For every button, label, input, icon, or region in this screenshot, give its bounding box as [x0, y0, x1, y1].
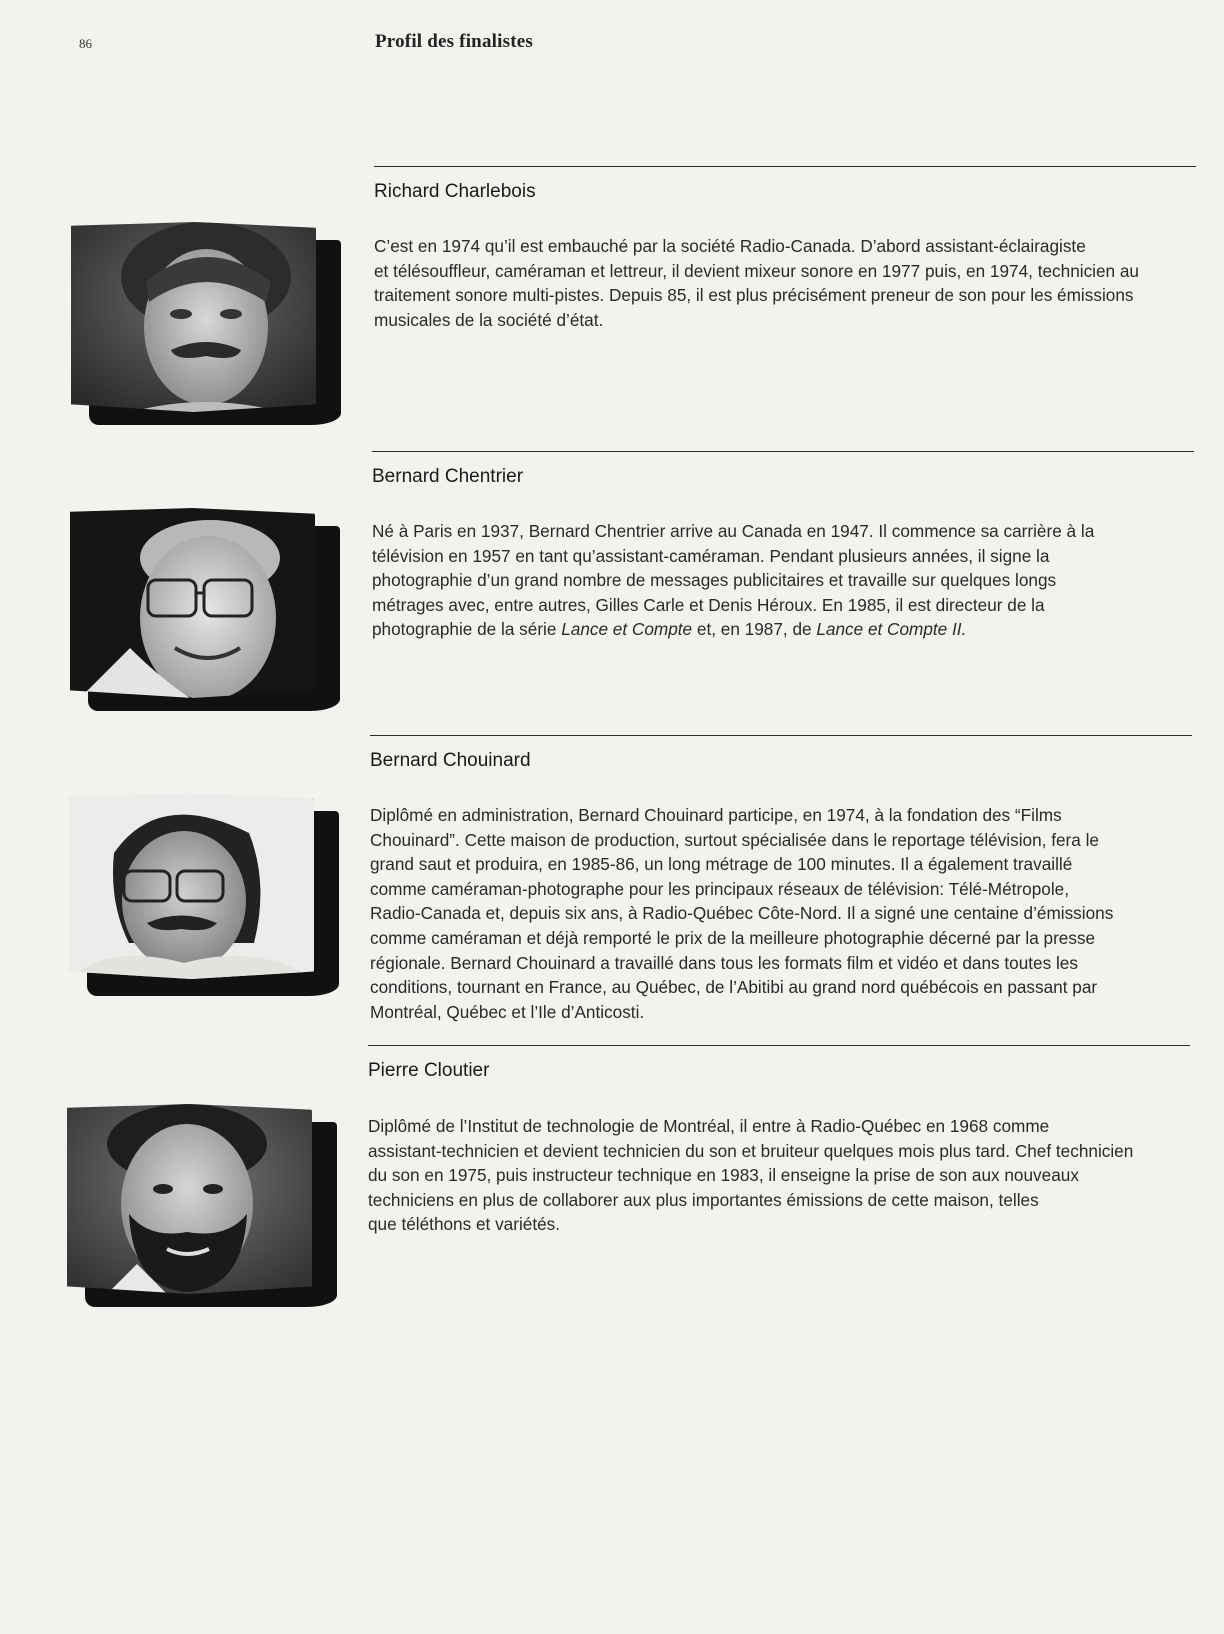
section-divider: [372, 451, 1194, 452]
bio-line: C’est en 1974 qu’il est embauché par la société Radio-Canada. D’abord assistant-éclairagiste: [374, 236, 1086, 256]
bio-line: photographie d’un grand nombre de messages publicitaires et travaille sur quelques longs: [372, 570, 1057, 591]
bio-line: Né à Paris en 1937, Bernard Chentrier arrive au Canada en 1947. Il commence sa carrière à la: [372, 521, 1095, 541]
bio-line: du son en 1975, puis instructeur technique en 1983, il enseigne la prise de son aux nouveaux: [368, 1165, 1079, 1186]
bio-line: métrages avec, entre autres, Gilles Carle et Denis Héroux. En 1985, il est directeur de la: [372, 594, 1045, 615]
bio-line: traitement sonore multi-pistes. Depuis 85, il est plus précisément preneur de son pour les émissions: [374, 285, 1134, 306]
section-divider: [374, 166, 1196, 167]
bio-line: assistant-technicien et devient technicien du son et bruiteur quelques mois plus tard. Chef technicien: [368, 1140, 1134, 1161]
section-divider: [368, 1045, 1190, 1046]
series-title: Lance et Compte II.: [816, 619, 967, 640]
bio-line: Chouinard”. Cette maison de production, surtout spécialisée dans le reportage télévision, fera le: [370, 829, 1099, 850]
portrait-glasses-man-icon: [70, 508, 315, 698]
bio-line: comme caméraman-photographe pour les principaux réseaux de télévision: Télé-Métropole,: [370, 878, 1070, 899]
bio-line: conditions, tournant en France, au Québec, de l’Abitibi au grand nord québécois en passant par: [370, 977, 1098, 998]
profile-name: Pierre Cloutier: [368, 1060, 490, 1081]
profile-bio: [368, 1114, 1133, 1237]
bio-line: [372, 617, 1094, 642]
bio-line: Montréal, Québec et l’Ile d’Anticosti.: [370, 1001, 645, 1022]
bio-line: musicales de la société d’état.: [374, 309, 604, 330]
bio-line: techniciens en plus de collaborer aux plus importantes émissions de cette maison, telles: [368, 1189, 1039, 1210]
portrait-image: [67, 1104, 312, 1294]
bio-text: et, en 1987, de: [692, 619, 817, 640]
section-divider: [370, 735, 1192, 736]
series-title: Lance et Compte: [561, 619, 693, 640]
bio-line: que téléthons et variétés.: [368, 1214, 561, 1235]
portrait-glasses-mustache-man-icon: [69, 793, 314, 979]
bio-line: et télésouffleur, caméraman et lettreur, il devient mixeur sonore en 1977 puis, en 1974, technicien au: [374, 260, 1139, 281]
page-number: 86: [79, 36, 92, 51]
bio-line: comme caméraman et déjà remporté le prix de la meilleure photographie décerné par la presse: [370, 927, 1096, 948]
portrait-photo: [71, 222, 331, 417]
portrait-photo: [67, 1104, 327, 1299]
bio-line: régionale. Bernard Chouinard a travaillé dans tous les formats film et vidéo et dans toutes les: [370, 952, 1078, 973]
profile-bio: [372, 519, 1094, 642]
profile-bio: [374, 234, 1139, 332]
bio-line: Diplômé de l’Institut de technologie de Montréal, il entre à Radio-Québec en 1968 comme: [368, 1116, 1050, 1136]
profile-name: Bernard Chouinard: [370, 750, 531, 771]
bio-line: télévision en 1957 en tant qu’assistant-caméraman. Pendant plusieurs années, il signe la: [372, 545, 1050, 566]
bio-line: Radio-Canada et, depuis six ans, à Radio-Québec Côte-Nord. Il a signé une centaine d’émissions: [370, 903, 1114, 924]
portrait-image: [71, 222, 316, 412]
portrait-mustache-man-icon: [71, 222, 316, 412]
portrait-photo: [69, 793, 329, 988]
bio-line: grand saut et produira, en 1985-86, un long métrage de 100 minutes. Il a également travaillé: [370, 854, 1073, 875]
portrait-image: [70, 508, 315, 698]
profile-name: Richard Charlebois: [374, 181, 536, 202]
profile-bio: [370, 803, 1113, 1024]
portrait-image: [69, 793, 314, 979]
portrait-bearded-man-icon: [67, 1104, 312, 1294]
bio-text: photographie de la série: [372, 619, 562, 640]
profile-name: Bernard Chentrier: [372, 466, 524, 487]
running-title: Profil des finalistes: [375, 31, 533, 52]
portrait-photo: [70, 508, 330, 703]
bio-line: Diplômé en administration, Bernard Chouinard participe, en 1974, à la fondation des “Films: [370, 805, 1062, 825]
